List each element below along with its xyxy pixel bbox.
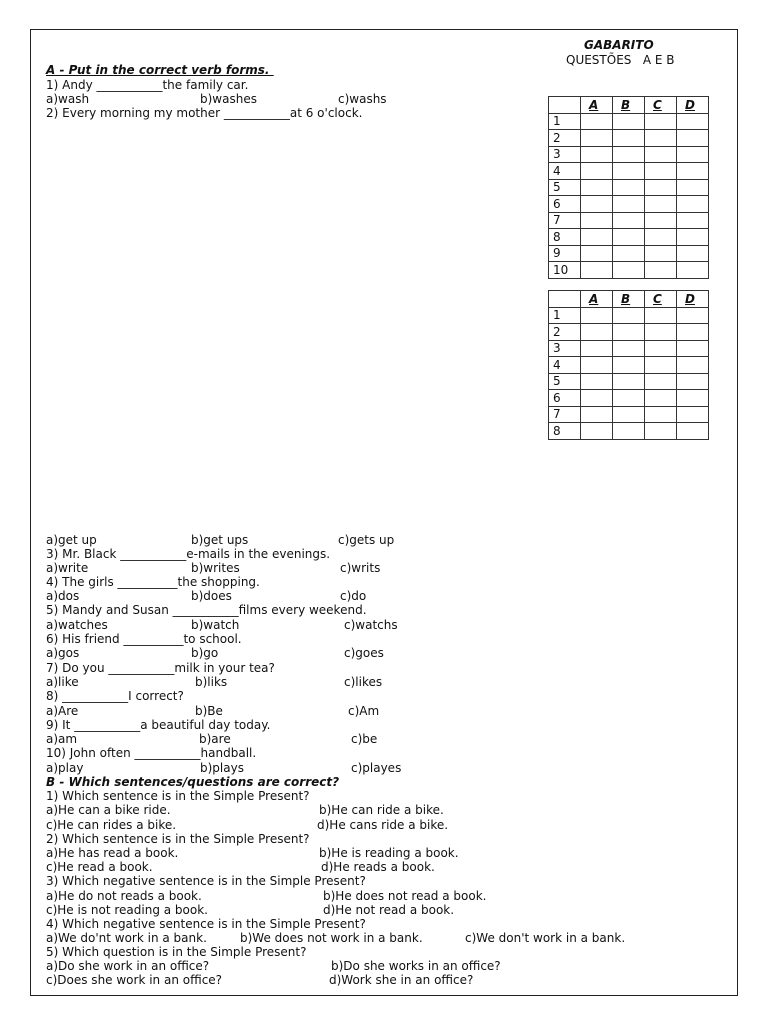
answer-grid-cell[interactable] <box>613 307 645 324</box>
option-b5-b: b)Do she works in an office? <box>331 959 501 973</box>
option-a1-a: a)wash <box>46 92 90 106</box>
answer-grid-cell[interactable] <box>581 179 613 196</box>
answer-grid-cell[interactable] <box>613 196 645 213</box>
question-b4: 4) Which negative sentence is in the Simple Present? <box>46 917 366 931</box>
option-a6-c: c)goes <box>344 646 384 660</box>
answer-grid-cell[interactable] <box>581 340 613 357</box>
answer-grid-corner <box>549 291 581 308</box>
answer-grid-row <box>549 390 709 407</box>
option-b4-b: b)We does not work in a bank. <box>240 931 423 945</box>
answer-grid-cell[interactable] <box>677 324 709 341</box>
answer-grid-row-number: 3 <box>549 146 581 163</box>
question-a4: 4) The girls __________the shopping. <box>46 575 260 589</box>
answer-grid-cell[interactable] <box>677 163 709 180</box>
option-b3-c: c)He is not reading a book. <box>46 903 208 917</box>
answer-grid-row-number: 5 <box>549 179 581 196</box>
answer-grid-cell[interactable] <box>581 113 613 130</box>
option-a5-c: c)watchs <box>344 618 398 632</box>
answer-grid-cell[interactable] <box>581 324 613 341</box>
question-a6: 6) His friend __________to school. <box>46 632 242 646</box>
option-a7-b: b)liks <box>195 675 228 689</box>
answer-grid-column-header: A <box>581 97 613 114</box>
answer-grid-cell[interactable] <box>677 245 709 262</box>
option-a2-a: a)get up <box>46 533 97 547</box>
option-a8-a: a)Are <box>46 704 79 718</box>
question-a5: 5) Mandy and Susan ___________films every weekend. <box>46 603 367 617</box>
option-a10-c: c)playes <box>351 761 402 775</box>
answer-grid-column-header: C <box>645 291 677 308</box>
answer-grid-cell[interactable] <box>581 262 613 279</box>
answer-grid-column-header: B <box>613 97 645 114</box>
answer-grid-row-number: 5 <box>549 373 581 390</box>
option-b5-a: a)Do she work in an office? <box>46 959 210 973</box>
answer-grid-cell[interactable] <box>581 245 613 262</box>
option-a9-c: c)be <box>351 732 378 746</box>
answer-grid-cell[interactable] <box>677 406 709 423</box>
answer-grid-cell[interactable] <box>645 113 677 130</box>
answer-grid-row-number: 10 <box>549 262 581 279</box>
answer-grid-cell[interactable] <box>677 196 709 213</box>
answer-grid-cell[interactable] <box>581 229 613 246</box>
answer-grid-cell[interactable] <box>613 406 645 423</box>
answer-grid-row-number: 3 <box>549 340 581 357</box>
answer-grid-cell[interactable] <box>613 262 645 279</box>
answer-grid-cell[interactable] <box>677 212 709 229</box>
answer-grid-column-header: B <box>613 291 645 308</box>
answer-grid-cell[interactable] <box>613 146 645 163</box>
answer-grid-cell[interactable] <box>613 423 645 440</box>
answer-grid-cell[interactable] <box>677 179 709 196</box>
answer-grid-cell[interactable] <box>581 373 613 390</box>
answer-grid-column-header: A <box>581 291 613 308</box>
answer-grid-row <box>549 324 709 341</box>
answer-grid-cell[interactable] <box>613 229 645 246</box>
question-b1: 1) Which sentence is in the Simple Present? <box>46 789 310 803</box>
answer-grid-cell[interactable] <box>677 423 709 440</box>
answer-grid-cell[interactable] <box>645 146 677 163</box>
answer-grid-cell[interactable] <box>645 373 677 390</box>
answer-grid-cell[interactable] <box>581 390 613 407</box>
option-b3-a: a)He do not reads a book. <box>46 889 202 903</box>
answer-grid-row-number: 7 <box>549 212 581 229</box>
answer-grid-cell[interactable] <box>645 406 677 423</box>
answer-key-title: GABARITO <box>584 38 654 52</box>
answer-grid-row <box>549 406 709 423</box>
answer-grid-cell[interactable] <box>677 357 709 374</box>
answer-grid-row-number: 4 <box>549 357 581 374</box>
answer-grid-row-number: 6 <box>549 196 581 213</box>
option-b3-b: b)He does not read a book. <box>323 889 487 903</box>
answer-grid-cell[interactable] <box>645 245 677 262</box>
answer-grid-row-number: 8 <box>549 229 581 246</box>
answer-grid-section-a <box>548 96 709 279</box>
answer-grid-cell[interactable] <box>581 163 613 180</box>
question-b3: 3) Which negative sentence is in the Simple Present? <box>46 874 366 888</box>
answer-grid-cell[interactable] <box>645 357 677 374</box>
option-a1-b: b)washes <box>200 92 257 106</box>
option-a5-b: b)watch <box>191 618 240 632</box>
answer-grid-cell[interactable] <box>645 262 677 279</box>
answer-grid-cell[interactable] <box>645 229 677 246</box>
answer-grid-row-number: 1 <box>549 113 581 130</box>
answer-grid-cell[interactable] <box>613 212 645 229</box>
answer-grid-cell[interactable] <box>645 163 677 180</box>
option-a4-a: a)dos <box>46 589 80 603</box>
answer-grid-row-number: 2 <box>549 130 581 147</box>
answer-grid-cell[interactable] <box>645 212 677 229</box>
answer-grid-row-number: 2 <box>549 324 581 341</box>
section-b-header: B - Which sentences/questions are correct? <box>46 775 340 789</box>
answer-grid-row <box>549 212 709 229</box>
option-a2-b: b)get ups <box>191 533 249 547</box>
answer-grid-cell[interactable] <box>677 340 709 357</box>
answer-grid-row <box>549 340 709 357</box>
option-a10-a: a)play <box>46 761 84 775</box>
answer-grid-cell[interactable] <box>613 245 645 262</box>
option-a9-a: a)am <box>46 732 78 746</box>
option-b3-d: d)He not read a book. <box>323 903 455 917</box>
option-a3-b: b)writes <box>191 561 240 575</box>
answer-grid-cell[interactable] <box>613 130 645 147</box>
answer-grid-cell[interactable] <box>581 423 613 440</box>
question-a2: 2) Every morning my mother ___________at 6 o'clock. <box>46 106 363 120</box>
answer-grid-row <box>549 373 709 390</box>
answer-grid-row-number: 9 <box>549 245 581 262</box>
option-a7-a: a)like <box>46 675 79 689</box>
answer-grid-row-number: 6 <box>549 390 581 407</box>
answer-grid-cell[interactable] <box>677 262 709 279</box>
answer-grid-cell[interactable] <box>613 163 645 180</box>
answer-grid-cell[interactable] <box>645 130 677 147</box>
answer-grid-row <box>549 245 709 262</box>
option-a4-c: c)do <box>340 589 367 603</box>
answer-grid-cell[interactable] <box>677 307 709 324</box>
option-b2-d: d)He reads a book. <box>321 860 435 874</box>
answer-grid-cell[interactable] <box>581 196 613 213</box>
answer-grid-cell[interactable] <box>645 179 677 196</box>
answer-grid-cell[interactable] <box>645 340 677 357</box>
answer-grid-cell[interactable] <box>613 113 645 130</box>
option-b1-b: b)He can ride a bike. <box>319 803 444 817</box>
answer-key-subtitle: QUESTÕES A E B <box>566 53 675 67</box>
option-b4-a: a)We do'nt work in a bank. <box>46 931 207 945</box>
answer-grid-section-b <box>548 290 709 440</box>
answer-grid-row <box>549 307 709 324</box>
answer-grid-cell[interactable] <box>613 340 645 357</box>
option-b5-c: c)Does she work in an office? <box>46 973 223 987</box>
answer-grid-cell[interactable] <box>645 324 677 341</box>
answer-grid-cell[interactable] <box>677 390 709 407</box>
option-b1-d: d)He cans ride a bike. <box>317 818 449 832</box>
option-b1-a: a)He can a bike ride. <box>46 803 171 817</box>
option-a9-b: b)are <box>199 732 231 746</box>
option-a2-c: c)gets up <box>338 533 395 547</box>
option-a3-a: a)write <box>46 561 89 575</box>
option-a3-c: c)writs <box>340 561 381 575</box>
option-b2-c: c)He read a book. <box>46 860 153 874</box>
answer-grid-cell[interactable] <box>645 307 677 324</box>
answer-grid-row <box>549 196 709 213</box>
answer-grid-row <box>549 146 709 163</box>
answer-grid-row <box>549 262 709 279</box>
answer-grid-row-number: 7 <box>549 406 581 423</box>
option-a8-b: b)Be <box>195 704 223 718</box>
section-a-header: A - Put in the correct verb forms. <box>46 63 274 77</box>
answer-grid-header-row <box>549 97 709 114</box>
question-a1: 1) Andy ___________the family car. <box>46 78 249 92</box>
answer-grid-column-header: D <box>677 97 709 114</box>
answer-grid-cell[interactable] <box>613 357 645 374</box>
answer-grid-cell[interactable] <box>613 324 645 341</box>
option-a6-a: a)gos <box>46 646 80 660</box>
answer-grid-row-number: 8 <box>549 423 581 440</box>
answer-grid-row <box>549 423 709 440</box>
option-a10-b: b)plays <box>200 761 244 775</box>
answer-grid-cell[interactable] <box>613 390 645 407</box>
question-b5: 5) Which question is in the Simple Present? <box>46 945 307 959</box>
option-b4-c: c)We don't work in a bank. <box>465 931 626 945</box>
option-a8-c: c)Am <box>348 704 380 718</box>
answer-grid-column-header: D <box>677 291 709 308</box>
answer-grid-row <box>549 179 709 196</box>
answer-grid-column-header: C <box>645 97 677 114</box>
answer-grid-cell[interactable] <box>581 212 613 229</box>
question-a3: 3) Mr. Black ___________e-mails in the evenings. <box>46 547 331 561</box>
answer-grid-cell[interactable] <box>581 130 613 147</box>
answer-grid-row <box>549 113 709 130</box>
answer-grid-cell[interactable] <box>613 373 645 390</box>
question-a9: 9) It ___________a beautiful day today. <box>46 718 271 732</box>
answer-grid-cell[interactable] <box>677 113 709 130</box>
option-b2-b: b)He is reading a book. <box>319 846 459 860</box>
question-a7: 7) Do you ___________milk in your tea? <box>46 661 275 675</box>
answer-grid-row <box>549 163 709 180</box>
answer-grid-cell[interactable] <box>645 196 677 213</box>
answer-grid-header-row <box>549 291 709 308</box>
option-a1-c: c)washs <box>338 92 387 106</box>
answer-grid-cell[interactable] <box>581 406 613 423</box>
option-b2-a: a)He has read a book. <box>46 846 179 860</box>
question-a10: 10) John often ___________handball. <box>46 746 257 760</box>
answer-grid-cell[interactable] <box>581 146 613 163</box>
answer-grid-cell[interactable] <box>677 146 709 163</box>
answer-grid-row <box>549 357 709 374</box>
answer-grid-cell[interactable] <box>581 357 613 374</box>
answer-grid-row <box>549 229 709 246</box>
answer-grid-cell[interactable] <box>677 229 709 246</box>
option-b1-c: c)He can rides a bike. <box>46 818 177 832</box>
option-a6-b: b)go <box>191 646 219 660</box>
answer-grid-cell[interactable] <box>677 130 709 147</box>
answer-grid-row-number: 1 <box>549 307 581 324</box>
answer-grid-row <box>549 130 709 147</box>
answer-grid-corner <box>549 97 581 114</box>
answer-grid-cell[interactable] <box>645 423 677 440</box>
option-a5-a: a)watches <box>46 618 108 632</box>
option-b5-d: d)Work she in an office? <box>329 973 474 987</box>
answer-grid-cell[interactable] <box>677 373 709 390</box>
answer-grid-cell[interactable] <box>613 179 645 196</box>
question-a8: 8) ___________I correct? <box>46 689 184 703</box>
option-a4-b: b)does <box>191 589 232 603</box>
question-b2: 2) Which sentence is in the Simple Present? <box>46 832 310 846</box>
answer-grid-row-number: 4 <box>549 163 581 180</box>
option-a7-c: c)likes <box>344 675 383 689</box>
answer-grid-cell[interactable] <box>581 307 613 324</box>
answer-grid-cell[interactable] <box>645 390 677 407</box>
